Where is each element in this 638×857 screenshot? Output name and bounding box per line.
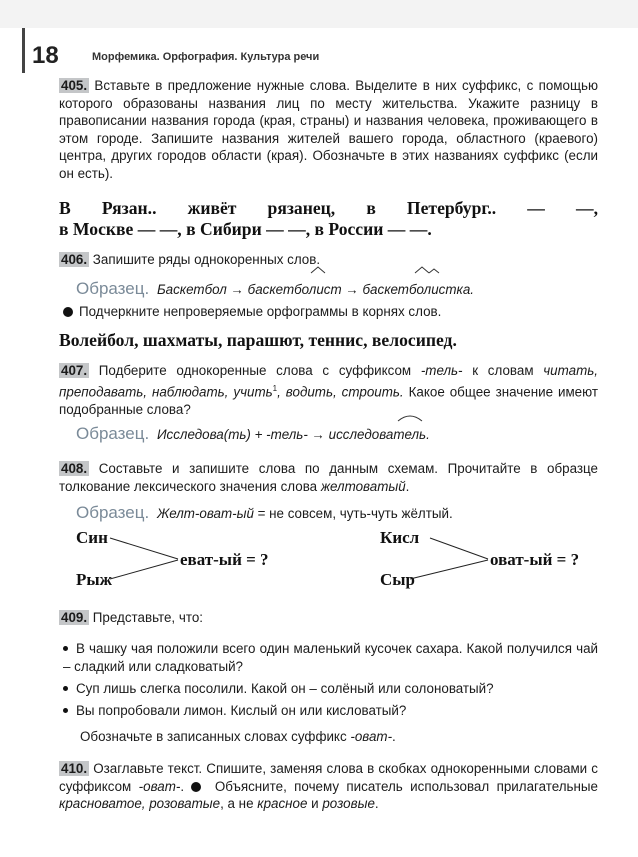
running-head: Морфемика. Орфография. Культура речи xyxy=(92,51,320,63)
exercise-410 xyxy=(59,760,598,813)
exercise-number: 409. xyxy=(61,610,88,625)
exercise-text: Озаглавьте текст. Спишите, заменяя слова в скобках однокоренными словами с суффиксом xyxy=(59,761,598,794)
scheme-line xyxy=(110,560,178,579)
sample-text: = не совсем, чуть-чуть жёлтый. xyxy=(253,506,453,521)
exercise-number: 410. xyxy=(61,761,88,776)
bullet-icon xyxy=(191,782,201,792)
item-text: В чашку чая положили всего один маленький кусочек сахара. Какой получился чай – сладкий или сладковатый? xyxy=(63,641,598,674)
word-list: , водить, строить. xyxy=(277,384,404,400)
exercise-text: Вставьте в предложение нужные слова. Выделите в них суффикс, с помощью которого образованы названия лиц по месту жительства. Укажите разницу в правописании названия города (края, страны) и названия человека, проживающего в этом городе. Запишите названия жителей вашего города, областного (краевого) центра, других городов области (края). Обозначьте в этих названиях суффикс (если он есть). xyxy=(59,78,598,181)
adjective: розовые xyxy=(322,796,375,812)
page-number: 18 xyxy=(32,42,59,69)
sentence-line-1: В Рязан.. живёт рязанец, в Петербург.. — —, xyxy=(59,198,598,218)
scheme-right-top: Кисл xyxy=(380,528,420,547)
exercise-text: к словам xyxy=(462,363,544,378)
exercise-number: 407. xyxy=(61,363,88,378)
word-list: читать, преподавать, наблюдать, учить xyxy=(59,363,598,400)
morph-mark xyxy=(398,416,422,421)
exercise-text: и xyxy=(307,796,323,812)
sample-label: Образец. xyxy=(76,503,150,522)
scheme-left-bottom: Рыж xyxy=(76,570,112,589)
suffix: -оват- xyxy=(350,729,393,744)
footnote-mark: 1 xyxy=(272,383,278,393)
note-text: . xyxy=(392,729,396,744)
exercise-text: Составьте и запишите слова по данным схемам. Прочитайте в образце толкование лексического значения слова xyxy=(59,461,598,494)
scheme-line xyxy=(430,538,488,559)
exercise-text: . xyxy=(374,796,379,812)
sample-word: баскетболист xyxy=(247,282,342,297)
exercise-text: Представьте, что: xyxy=(92,610,204,625)
exercise-number: 408. xyxy=(61,461,88,476)
sample-text: Исследова(ть) + -тель- xyxy=(156,427,308,442)
bullet-icon xyxy=(63,646,68,651)
exercise-text: Какое общее значение имеют подобранные слова? xyxy=(59,384,599,417)
scheme-left-result: еват-ый = ? xyxy=(180,550,269,569)
list-item xyxy=(63,702,598,720)
sample-label: Образец. xyxy=(76,424,150,443)
sample-label: Образец. xyxy=(76,279,150,298)
scheme-right-bottom: Сыр xyxy=(380,570,416,589)
arrow: → xyxy=(345,282,359,297)
exercise-409 xyxy=(59,609,598,627)
exercise-text: Объясните, почему писатель использовал прилагательные xyxy=(207,778,598,794)
task-text: Подчеркните непроверяемые орфограммы в корнях слов. xyxy=(79,304,442,319)
adjective: красное xyxy=(257,796,308,812)
exercise-number: 406. xyxy=(61,252,88,267)
exercise-text: . xyxy=(180,778,192,794)
bullet-icon xyxy=(63,708,68,713)
words-406: Волейбол, шахматы, парашют, теннис, велосипед. xyxy=(59,330,457,350)
exercise-text: Подберите однокоренные слова с суффиксом xyxy=(98,363,421,378)
exercise-number: 405. xyxy=(61,78,88,93)
scheme-right-result: оват-ый = ? xyxy=(490,550,580,569)
list-item xyxy=(63,680,598,698)
exercise-text: , а не xyxy=(220,796,258,812)
arrow: → xyxy=(311,427,325,442)
note-409 xyxy=(80,729,396,744)
morph-mark xyxy=(415,267,429,273)
note-text: Обозначьте в записанных словах суффикс xyxy=(80,729,351,744)
highlight-word: желтоватый xyxy=(320,478,406,494)
morph-mark xyxy=(429,269,439,273)
scheme-line xyxy=(110,538,178,559)
sample-word: Баскетбол xyxy=(156,282,227,297)
sample-text: исследователь. xyxy=(328,427,430,442)
scheme-left-top: Син xyxy=(76,528,108,547)
arrow: → xyxy=(230,282,244,297)
sample-text: Желт-оват-ый xyxy=(156,506,254,521)
sample-word: баскетболистка. xyxy=(362,282,474,297)
suffix: -тель- xyxy=(420,363,463,378)
list-item xyxy=(63,640,598,675)
item-text: Вы попробовали лимон. Кислый он или кисловатый? xyxy=(76,703,407,718)
exercise-text: . xyxy=(405,478,410,494)
exercise-text: Запишите ряды однокоренных слов. xyxy=(92,252,321,267)
morph-mark xyxy=(311,267,325,273)
suffix: -оват- xyxy=(138,778,181,794)
adjective: красноватое, розоватые xyxy=(59,796,221,812)
sentence-line-2: в Москве — —, в Сибири — —, в России — —. xyxy=(59,219,432,239)
bullet-icon xyxy=(63,686,68,691)
scheme-line xyxy=(410,560,488,579)
item-text: Суп лишь слегка посолили. Какой он – солёный или солоноватый? xyxy=(76,681,494,696)
